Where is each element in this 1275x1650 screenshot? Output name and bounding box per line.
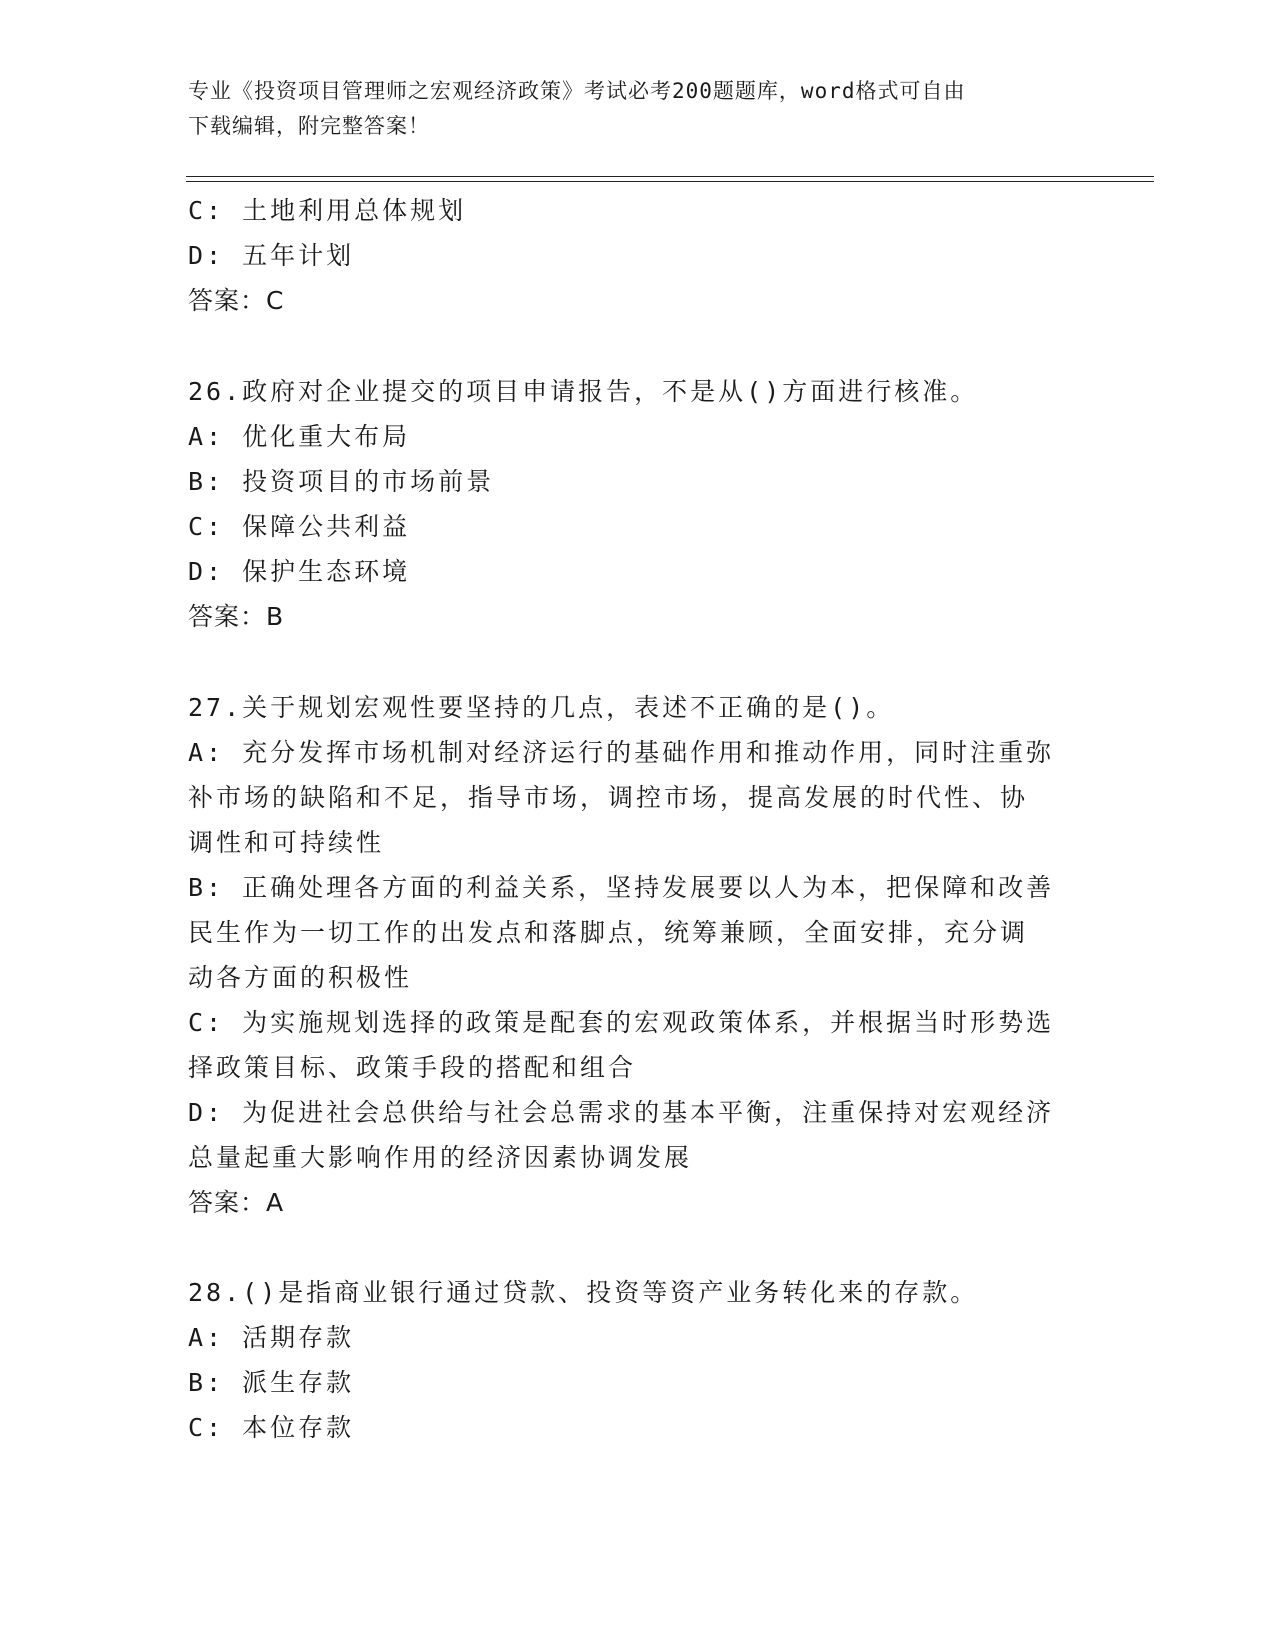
option-c: C: 保障公共利益	[188, 512, 411, 541]
option-d: D: 五年计划	[188, 241, 355, 270]
option-c-line-1: C: 为实施规划选择的政策是配套的宏观政策体系，并根据当时形势选	[188, 1008, 1055, 1037]
question-content	[188, 188, 1068, 1450]
option-a-line-3: 调性和可持续性	[188, 828, 385, 857]
header-rule-top	[186, 176, 1154, 177]
question-stem: 28.()是指商业银行通过贷款、投资等资产业务转化来的存款。	[188, 1278, 979, 1307]
answer-line: 答案：A	[188, 1188, 285, 1217]
spacer	[188, 639, 1068, 685]
option-c: C: 土地利用总体规划	[188, 196, 467, 225]
option-c-line-2: 择政策目标、政策手段的搭配和组合	[188, 1053, 637, 1082]
option-b-line-3: 动各方面的积极性	[188, 963, 413, 992]
option-d-line-1: D: 为促进社会总供给与社会总需求的基本平衡，注重保持对宏观经济	[188, 1098, 1055, 1127]
answer-line: 答案：C	[188, 286, 285, 315]
spacer	[188, 1225, 1068, 1270]
header-rule-bottom	[186, 181, 1154, 182]
option-b-line-2: 民生作为一切工作的出发点和落脚点，统筹兼顾，全面安排，充分调	[188, 918, 1029, 947]
spacer	[188, 323, 1068, 369]
option-a-line-2: 补市场的缺陷和不足，指导市场，调控市场，提高发展的时代性、协	[188, 783, 1029, 812]
option-b: B: 派生存款	[188, 1368, 355, 1397]
option-a: A: 活期存款	[188, 1323, 355, 1352]
answer-line: 答案：B	[188, 602, 285, 631]
header-line-2: 下载编辑，附完整答案！	[188, 114, 430, 138]
option-b-line-1: B: 正确处理各方面的利益关系，坚持发展要以人为本，把保障和改善	[188, 873, 1055, 902]
option-b: B: 投资项目的市场前景	[188, 467, 495, 496]
prev-question-block	[188, 188, 1068, 323]
document-header	[188, 74, 1068, 144]
option-a: A: 优化重大布局	[188, 422, 411, 451]
header-line-1: 专业《投资项目管理师之宏观经济政策》考试必考200题题库，word格式可自由	[188, 79, 966, 103]
option-a-line-1: A: 充分发挥市场机制对经济运行的基础作用和推动作用，同时注重弥	[188, 738, 1055, 767]
question-27-block	[188, 685, 1068, 1225]
option-d-line-2: 总量起重大影响作用的经济因素协调发展	[188, 1143, 693, 1172]
question-stem: 26.政府对企业提交的项目申请报告，不是从()方面进行核准。	[188, 377, 979, 406]
option-c: C: 本位存款	[188, 1413, 355, 1442]
option-d: D: 保护生态环境	[188, 557, 411, 586]
question-stem: 27.关于规划宏观性要坚持的几点，表述不正确的是()。	[188, 693, 895, 722]
question-26-block	[188, 369, 1068, 639]
question-28-block	[188, 1270, 1068, 1450]
